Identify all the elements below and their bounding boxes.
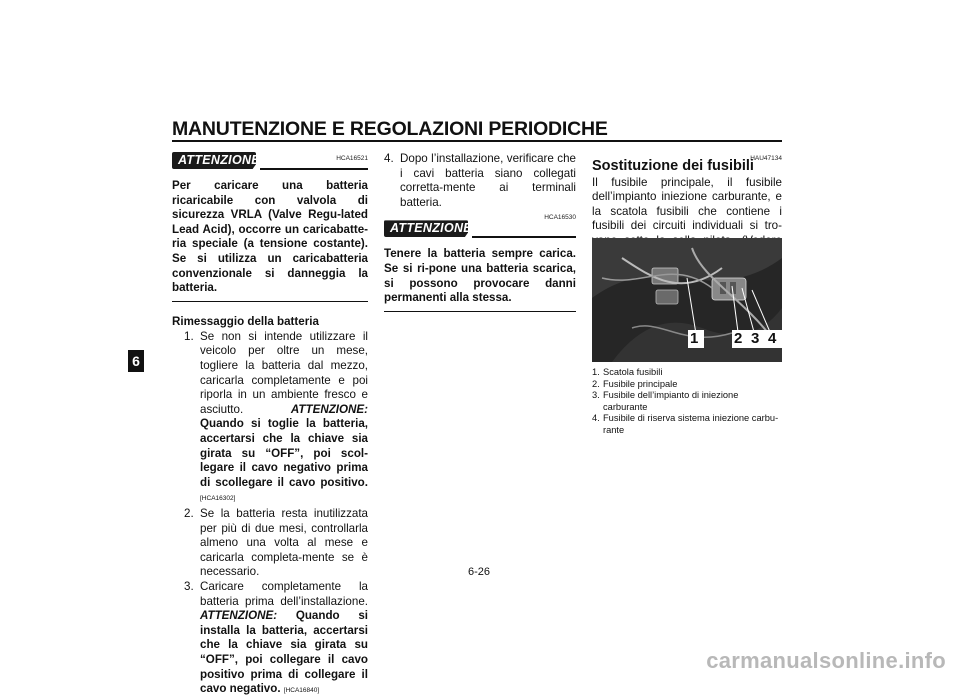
attention-badge — [384, 220, 472, 238]
chapter-tab: 6 — [128, 350, 144, 372]
header-rule — [172, 140, 782, 142]
step-text: Se la batteria resta inutilizzata per più di due mesi, controllarla almeno una volta al mese e caricarla completa-mente se è necessario. — [200, 506, 368, 579]
section-code: HAU47134 — [750, 155, 782, 162]
caption-text: Fusibile dell’impianto di iniezione carburante — [603, 390, 739, 412]
attention-end-rule — [172, 301, 368, 303]
step-number: 3. — [184, 579, 194, 593]
attention-end-rule — [384, 311, 576, 313]
caption-number: 2. — [592, 378, 600, 389]
section-heading: Sostituzione dei fusibili — [592, 158, 754, 174]
attention-text: Tenere la batteria sempre carica. Se si ri-pone una batteria scarica, si possono provocare danni permanenti alla stessa. — [384, 247, 576, 305]
caption-number: 3. — [592, 390, 600, 401]
storage-step-1 — [184, 330, 368, 507]
step-text: Caricare completamente la batteria prima dell’installazione. — [200, 579, 368, 608]
warn-label: ATTENZIONE: — [200, 609, 278, 623]
storage-heading: Rimessaggio della batteria — [172, 315, 319, 329]
storage-step-2 — [184, 507, 368, 580]
attention-label: ATTENZIONE — [178, 153, 260, 167]
attention-label: ATTENZIONE — [390, 221, 472, 236]
storage-steps — [172, 330, 368, 699]
caption-text: Fusibile principale — [603, 378, 678, 389]
attention-badge — [172, 152, 260, 170]
attention-code: HCA16521 — [336, 155, 368, 162]
storage-step-4 — [384, 152, 576, 210]
warn-code: [HCA16840] — [283, 687, 320, 695]
caption-item — [592, 413, 782, 436]
warn-text: Quando si toglie la batteria, accertarsi che la chiave sia girata su “OFF”, poi scol-legare il cavo negativo prima di scollegare il cavo positivo. — [200, 417, 368, 489]
caption-number: 1. — [592, 367, 600, 377]
callout-3: 3 — [751, 330, 760, 347]
caption-text: Fusibile di riserva sistema iniezione carbu-rante — [603, 413, 779, 435]
callout-4: 4 — [768, 330, 777, 347]
warn-text: Quando si installa la batteria, accertarsi che la chiave sia girata su “OFF”, poi collegare il cavo positivo prima di collegare il cavo negativo. — [200, 609, 368, 696]
callout-1: 1 — [690, 330, 699, 347]
caption-item — [592, 390, 782, 413]
step-text: Se non si intende utilizzare il veicolo per oltre un mese, togliere la batteria dal mezzo, caricarla completamente e poi riporla in un ambiente fresco e asciutto. — [200, 329, 368, 416]
step-text: Dopo l’installazione, verificare che i cavi batteria siano collegati corretta-mente ai terminali batteria. — [400, 152, 576, 209]
attention-header — [384, 220, 576, 238]
warn-label: ATTENZIONE: — [290, 402, 368, 416]
caption-item — [592, 367, 782, 379]
fuse-photo — [592, 238, 782, 362]
attention-header — [172, 152, 368, 170]
page-title: MANUTENZIONE E REGOLAZIONI PERIODICHE — [172, 118, 608, 140]
storage-step-3 — [184, 580, 368, 699]
step-number: 4. — [384, 152, 394, 165]
step-number: 2. — [184, 506, 194, 520]
caption-item — [592, 379, 782, 391]
column-1 — [172, 152, 368, 699]
column-2 — [384, 152, 576, 312]
photo-captions — [592, 367, 782, 437]
caption-text: Scatola fusibili — [603, 367, 663, 377]
attention-text: Per caricare una batteria ricaricabile con valvola di sicurezza VRLA (Valve Regu-lated Lead Acid), occorre un caricabatte-ria speciale (a tensione costante). Se si utilizza un caricabatteria convenzionale si danneggia la batteria. — [172, 179, 368, 295]
page-number: 6-26 — [468, 566, 491, 578]
attention-rule — [260, 168, 368, 170]
section-body: Il fusibile principale, il fusibile dell’impianto iniezione carburante, e la scatola fusibili che contiene i fusibili dei circuiti individuali si tro- — [592, 175, 782, 233]
attention-code: HCA16530 — [544, 214, 576, 222]
attention-rule — [472, 236, 576, 238]
caption-number: 4. — [592, 413, 600, 424]
warn-code: [HCA16302] — [200, 495, 236, 503]
footer-watermark[interactable]: carmanualsonline.info — [706, 648, 946, 673]
callout-2: 2 — [734, 330, 743, 347]
step-number: 1. — [184, 329, 194, 343]
